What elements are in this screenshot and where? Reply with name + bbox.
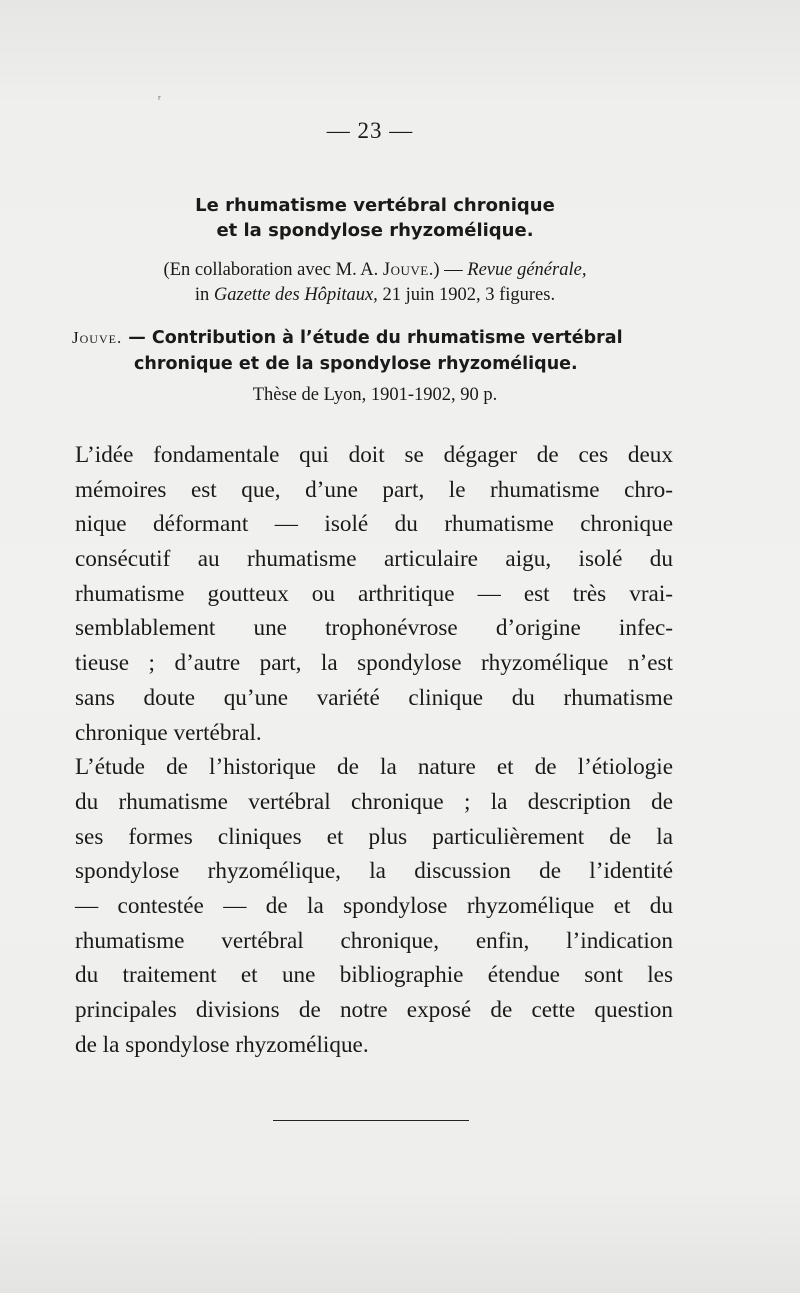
entry-2-title-line-2: chronique et de la spondylose rhyzomélique.: [134, 354, 578, 374]
paragraph-line: chronique vertébral.: [75, 719, 262, 746]
paragraph-line: spondylose rhyzomélique, la discussion de l’identité: [75, 858, 673, 885]
entry-2-author: Jouve.: [72, 328, 123, 347]
paragraph-line: de la spondylose rhyzomélique.: [75, 1031, 369, 1058]
entry-1-title-line-1: Le rhumatisme vertébral chronique: [195, 195, 555, 216]
paragraph-line: ses formes cliniques et plus particulièrement de la: [75, 823, 673, 850]
entry-1-title: [75, 193, 675, 243]
page-number: — 23 —: [326, 118, 414, 143]
paragraph-line: — contestée — de la spondylose rhyzomélique et du: [75, 892, 673, 919]
entry-1-title-line-2: et la spondylose rhyzomélique.: [216, 220, 534, 241]
entry-2-heading-line-1: [72, 324, 680, 351]
closing-rule: [273, 1120, 469, 1121]
citation-line-2: [75, 283, 675, 308]
citation-journal: Gazette des Hôpitaux,: [213, 285, 378, 305]
paragraph-line: L’étude de l’historique de la nature et de l’étiologie: [75, 754, 673, 781]
paragraph-line: mémoires est que, d’une part, le rhumatisme chro-: [75, 476, 673, 503]
paragraph-line: semblablement une trophonévrose d’origine infec-: [75, 615, 673, 642]
entry-2-thesis-citation: Thèse de Lyon, 1901-1902, 90 p.: [252, 385, 498, 405]
entry-2-heading: [72, 324, 680, 377]
paragraph-2: [75, 750, 673, 1062]
paragraph-line: du rhumatisme vertébral chronique ; la description de: [75, 788, 673, 815]
citation-text: .) —: [428, 260, 468, 280]
paragraph-line: consécutif au rhumatisme articulaire aigu, isolé du: [75, 546, 673, 573]
citation-journal: Revue générale,: [467, 260, 587, 280]
citation-author: Jouve: [382, 260, 429, 280]
paragraph-1: [75, 438, 673, 750]
paragraph-line: rhumatisme vertébral chronique, enfin, l’indication: [75, 927, 673, 954]
paragraph-line: principales divisions de notre exposé de cette question: [75, 997, 673, 1023]
paragraph-line: rhumatisme goutteux ou arthritique — est très vrai-: [75, 580, 673, 607]
citation-line-1: [75, 258, 675, 283]
body-text: [75, 438, 673, 1062]
entry-2-dash: —: [122, 328, 152, 348]
citation-text: 21 juin 1902, 3 figures.: [377, 285, 556, 305]
entry-2-title-line-1: Contribution à l’étude du rhumatisme vertébral: [151, 328, 623, 348]
citation-text: (En collaboration avec M. A.: [163, 260, 383, 280]
paragraph-line: sans doute qu’une variété clinique du rhumatisme: [75, 684, 673, 711]
paragraph-line: du traitement et une bibliographie étendue sont les: [75, 962, 673, 989]
entry-1-citation: [75, 258, 675, 308]
paragraph-line: L’idée fondamentale qui doit se dégager de ces deux: [75, 442, 673, 468]
citation-text: in: [194, 285, 214, 305]
paragraph-line: nique déformant — isolé du rhumatisme chronique: [75, 511, 673, 538]
paragraph-line: tieuse ; d’autre part, la spondylose rhyzomélique n’est: [75, 650, 673, 677]
ink-speck: ʳ: [158, 92, 161, 106]
